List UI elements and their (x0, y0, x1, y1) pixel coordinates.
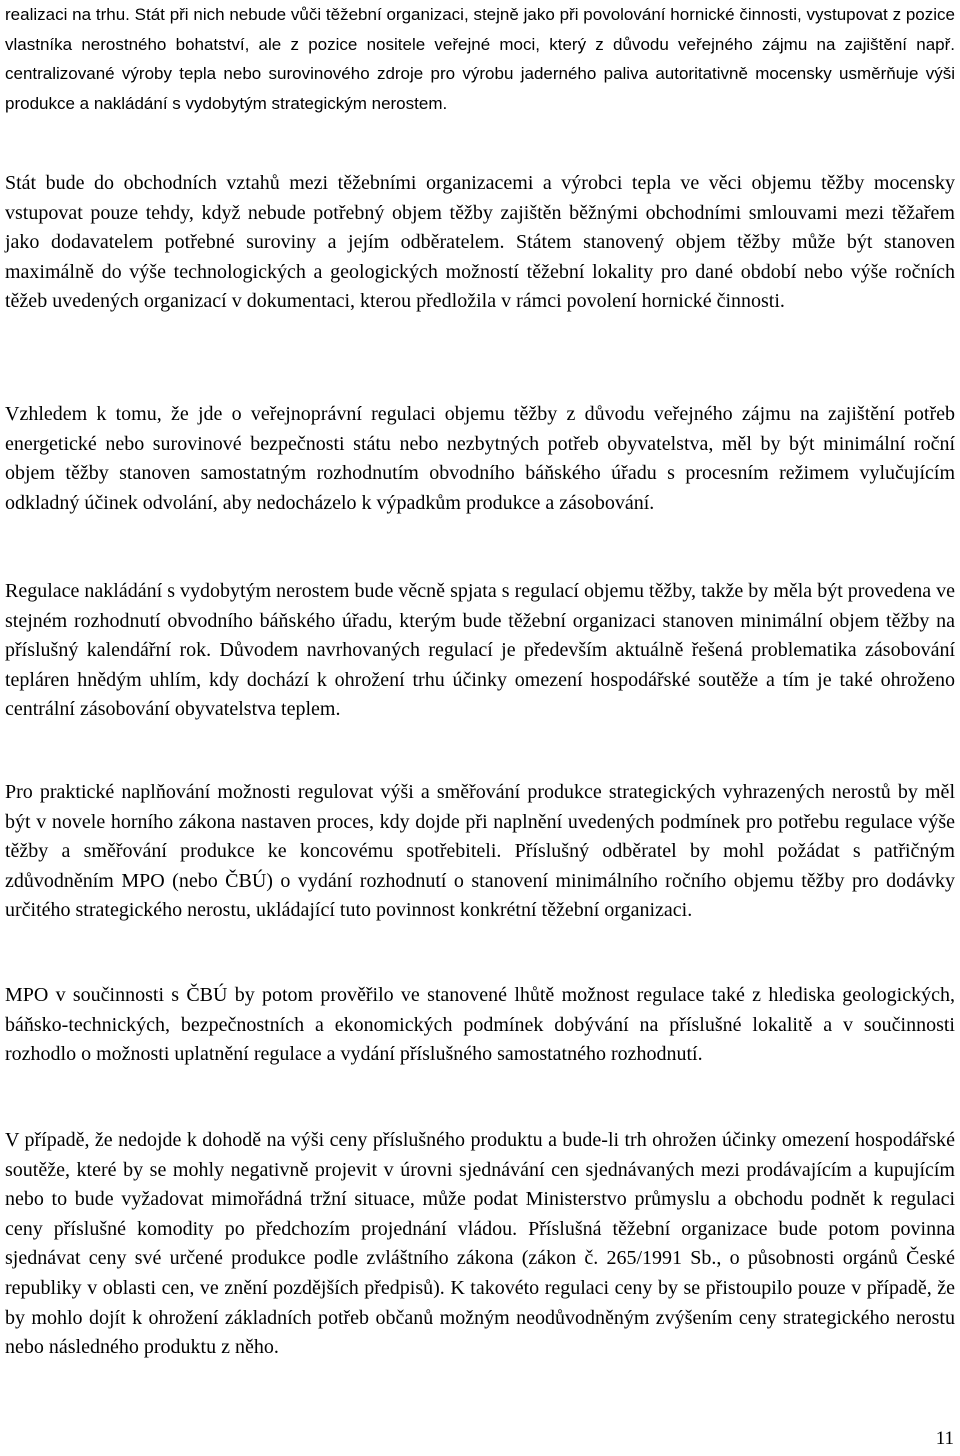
paragraph-6: MPO v součinnosti s ČBÚ by potom prověřilo ve stanovené lhůtě možnost regulace také z hlediska geologických, báňsko-technických, bezpečnostních a ekonomických podmínek dobývání na příslušné lokalitě a v součinnosti rozhodlo o možnosti uplatnění regulace a vydání příslušného samostatného rozhodnutí. (5, 984, 955, 1066)
paragraph-4: Regulace nakládání s vydobytým nerostem bude věcně spjata s regulací objemu těžby, takže by měla být provedena ve stejném rozhodnutí obvodního báňského úřadu, kterým bude těžební organizaci stanoven minimální objem těžby na příslušný kalendářní rok. Důvodem navrhovaných regulací je především aktuálně řešená problematika zásobování tepláren hnědým uhlím, kdy dochází k ohrožení trhu účinky omezení hospodářské soutěže a tím je také ohroženo centrální zásobování obyvatelstva teplem. (5, 580, 955, 721)
page-number: 11 (935, 1428, 954, 1449)
paragraph-3: Vzhledem k tomu, že jde o veřejnoprávní regulaci objemu těžby z důvodu veřejného zájmu na zajištění potřeb energetické nebo surovinové bezpečnosti státu nebo nezbytných potřeb obyvatelstva, měl by být minimální roční objem těžby stanoven samostatným rozhodnutím obvodního báňského úřadu s procesním režimem vylučujícím odkladný účinek odvolání, aby nedocházelo k výpadkům produkce a zásobování. (5, 403, 955, 514)
paragraph-2: Stát bude do obchodních vztahů mezi těžebními organizacemi a výrobci tepla ve věci objemu těžby mocensky vstupovat pouze tehdy, když nebude potřebný objem těžby zajištěn běžnými obchodními smlouvami mezi těžařem jako dodavatelem potřebné suroviny a jejím odběratelem. Státem stanovený objem těžby může být stanoven maximálně do výše technologických a geologických možností těžební lokality pro dané období nebo výše ročních těžeb uvedených organizací v dokumentaci, kterou předložila v rámci povolení hornické činnosti. (5, 172, 955, 313)
paragraph-7: V případě, že nedojde k dohodě na výši ceny příslušného produktu a bude-li trh ohrožen účinky omezení hospodářské soutěže, které by se mohly negativně projevit v úrovni sjednávání cen sjednávaných mezi prodávajícím a kupujícím nebo to bude vyžadovat mimořádná tržní situace, může podat Ministerstvo průmyslu a obchodu podnět k regulaci ceny příslušné komodity po předchozím projednání vládou. Příslušná těžební organizace bude potom povinna sjednávat ceny své určené produkce podle zvláštního zákona (zákon č. 265/1991 Sb., o působnosti orgánů České republiky v oblasti cen, ve znění pozdějších předpisů). K takovéto regulaci ceny by se přistoupilo pouze v případě, že by mohlo dojít k ohrožení základních potřeb občanů možným neodůvodněným zvýšením ceny strategického nerostu nebo následného produktu z něho. (5, 1129, 955, 1359)
paragraph-1: realizaci na trhu. Stát při nich nebude vůči těžební organizaci, stejně jako při povolování hornické činnosti, vystupovat z pozice vlastníka nerostného bohatství, ale z pozice nositele veřejné moci, který z důvodu veřejného zájmu na zajištění např. centralizované výroby tepla nebo surovinového zdroje pro výrobu jaderného paliva autoritativně mocensky usměrňuje výši produkce a nakládání s vydobytým strategickým nerostem. (5, 5, 955, 113)
paragraph-5: Pro praktické naplňování možnosti regulovat výši a směřování produkce strategických vyhrazených nerostů by měl být v novele horního zákona nastaven proces, kdy dojde při naplnění uvedených podmínek pro potřebu regulace výše těžby a směřování produkce ke koncovému spotřebiteli. Příslušný odběratel by mohl požádat s patřičným zdůvodněním MPO (nebo ČBÚ) o vydání rozhodnutí o stanovení minimálního ročního objemu těžby pro dodávky určitého strategického nerostu, ukládající tuto povinnost konkrétní těžební organizaci. (5, 781, 955, 922)
